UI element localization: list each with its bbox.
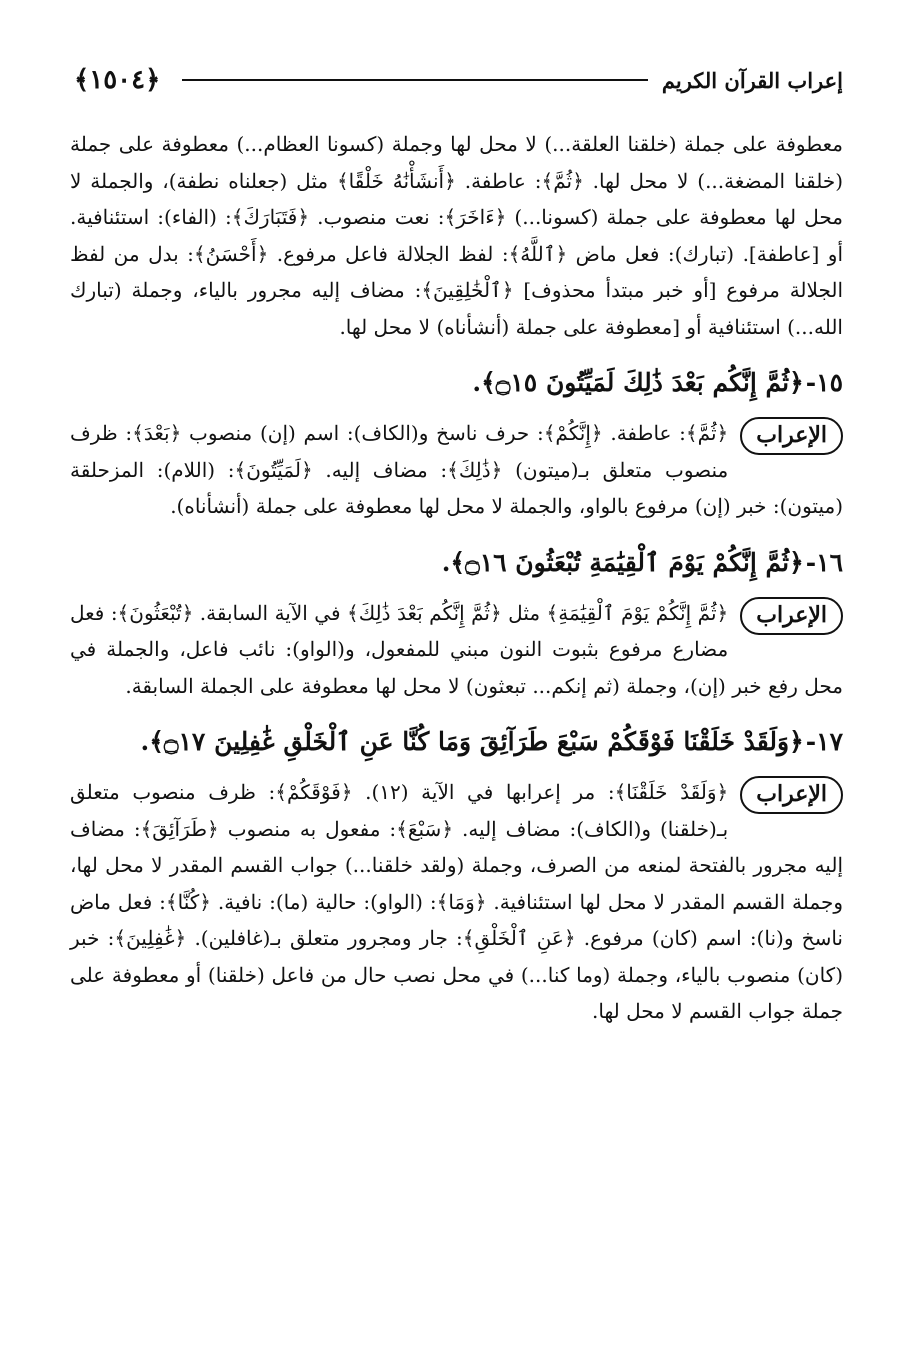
irab-badge: الإعراب bbox=[740, 776, 843, 814]
verse-heading bbox=[70, 363, 843, 403]
irab-paragraph bbox=[70, 774, 843, 1030]
verse-number: ١٧- bbox=[805, 727, 843, 756]
irab-text: ﴿ثُمَّ إِنَّكُمْ يَوْمَ ٱلْقِيَٰمَةِ﴾ مثل ﴿ثُمَّ إِنَّكُم بَعْدَ ذَٰلِكَ﴾ في الآية السابقة. ﴿تُبْعَثُونَ﴾: فعل مضارع مرفوع بثبوت النون مبني للمفعول، و(الواو): نائب فاعل، والجملة في محل رفع خبر (إن)، وجملة (ثم إنكم... تبعثون) لا محل لها معطوفة على الجملة السابقة. bbox=[70, 600, 843, 698]
book-title: إعراب القرآن الكريم bbox=[661, 67, 843, 93]
section-verse-16 bbox=[70, 543, 843, 705]
verse-heading bbox=[70, 722, 843, 762]
page-body bbox=[70, 126, 843, 1030]
irab-paragraph bbox=[70, 595, 843, 705]
section-verse-17 bbox=[70, 722, 843, 1030]
page-header bbox=[70, 58, 843, 102]
section-verse-15 bbox=[70, 363, 843, 525]
verse-text: ﴿وَلَقَدْ خَلَقْنَا فَوْقَكُمْ سَبْعَ طَرَآئِقَ وَمَا كُنَّا عَنِ ٱلْخَلْقِ غَٰفِلِينَ ۝١٧﴾. bbox=[140, 727, 804, 756]
irab-badge: الإعراب bbox=[740, 597, 843, 635]
irab-paragraph bbox=[70, 415, 843, 525]
verse-text: ﴿ثُمَّ إِنَّكُم بَعْدَ ذَٰلِكَ لَمَيِّتُونَ ۝١٥﴾. bbox=[472, 368, 804, 397]
verse-number: ١٦- bbox=[805, 547, 843, 577]
irab-text: ﴿وَلَقَدْ خَلَقْنَا﴾: مر إعرابها في الآية (١٢). ﴿فَوْقَكُمْ﴾: ظرف منصوب متعلق بـ(خلقنا) و(الكاف): مضاف إليه. ﴿سَبْعَ﴾: مفعول به منصوب ﴿طَرَآئِقَ﴾: مضاف إليه مجرور بالفتحة لمنعه من الصرف، وجملة (ولقد خلقنا...) جواب القسم المقدر لا محل لها، وجملة القسم المقدر لا محل لها استئنافية. ﴿وَمَا﴾: (الواو): حالية (ما): نافية. ﴿كُنَّا﴾: فعل ماض ناسخ و(نا): اسم (كان) مرفوع. ﴿عَنِ ٱلْخَلْقِ﴾: جار ومجرور متعلق بـ(غافلين). ﴿غَٰفِلِينَ﴾: خبر (كان) منصوب بالياء، وجملة (وما كنا...) في محل نصب حال من فاعل (خلقنا) أو معطوفة على جملة جواب القسم لا محل لها. bbox=[70, 780, 843, 1023]
header-rule bbox=[182, 79, 648, 81]
irab-text: ﴿ثُمَّ﴾: عاطفة. ﴿إِنَّكُمْ﴾: حرف ناسخ و(الكاف): اسم (إن) منصوب ﴿بَعْدَ﴾: ظرف منصوب متعلق بـ(ميتون) ﴿ذَٰلِكَ﴾: مضاف إليه. ﴿لَمَيِّتُونَ﴾: (اللام): المزحلقة (ميتون): خبر (إن) مرفوع بالواو، والجملة لا محل لها معطوفة على جملة (أنشأناه). bbox=[70, 421, 843, 518]
page-number: ﴿١٥٠٤﴾ bbox=[74, 65, 161, 95]
verse-heading bbox=[70, 543, 843, 583]
verse-number: ١٥- bbox=[805, 368, 843, 397]
verse-text: ﴿ثُمَّ إِنَّكُمْ يَوْمَ ٱلْقِيَٰمَةِ تُبْعَثُونَ ۝١٦﴾. bbox=[441, 547, 804, 577]
irab-badge: الإعراب bbox=[740, 417, 843, 455]
intro-paragraph: معطوفة على جملة (خلقنا العلقة...) لا محل لها وجملة (كسونا العظام...) معطوفة على جملة (خلقنا المضغة...) لا محل لها. ﴿ثُمَّ﴾: عاطفة. ﴿أَنشَأْنَٰهُ خَلْقًا﴾ مثل (جعلناه نطفة)، والجملة لا محل لها معطوفة على جملة (كسونا...) ﴿ءَاخَرَ﴾: نعت منصوب. ﴿فَتَبَارَكَ﴾: (الفاء): استئنافية. أو [عاطفة]. (تبارك): فعل ماض ﴿ٱللَّهُ﴾: لفظ الجلالة فاعل مرفوع. ﴿أَحْسَنُ﴾: بدل من لفظ الجلالة مرفوع [أو خبر مبتدأ محذوف] ﴿ٱلْخَٰلِقِينَ﴾: مضاف إليه مجرور بالياء، وجملة (تبارك الله...) استئنافية أو [معطوفة على جملة (أنشأناه) لا محل لها. bbox=[70, 132, 843, 339]
